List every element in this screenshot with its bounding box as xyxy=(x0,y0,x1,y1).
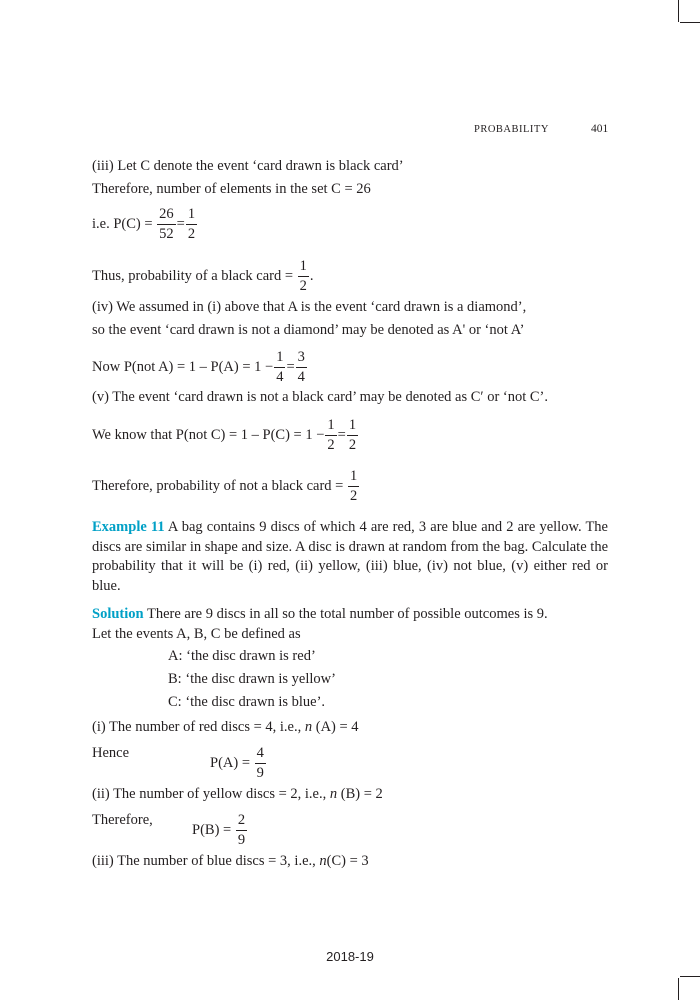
part-i-line: (i) The number of red discs = 4, i.e., n (A) = 4 xyxy=(92,719,359,735)
text-line-iv: (iv) We assumed in (i) above that A is the event ‘card drawn is a diamond’, xyxy=(92,299,527,315)
part-iii-line: (iii) The number of blue discs = 3, i.e., n(C) = 3 xyxy=(92,853,369,869)
text-line-iii: (iii) Let C denote the event ‘card drawn is black card’ xyxy=(92,158,404,174)
event-b: B: ‘the disc drawn is yellow’ xyxy=(168,671,336,687)
equation-pb: Therefore, P(B) = $\frac{2}{9}$ xyxy=(92,812,246,848)
event-c: C: ‘the disc drawn is blue’. xyxy=(168,694,326,710)
example-11-paragraph xyxy=(92,518,608,596)
fraction: $\frac{3}{4}$ xyxy=(297,349,305,385)
text-line-v: (v) The event ‘card drawn is not a black card’ may be denoted as C′ or ‘not C’. xyxy=(92,389,548,405)
equation-black-card: Thus, probability of a black card = $\frac{1}{2}$ . xyxy=(92,258,314,294)
crop-mark-bottom-vertical xyxy=(678,978,679,1000)
solution-label: Solution xyxy=(92,606,144,622)
equation-p-not-a: Now P(not A) = 1 – P(A) = 1 − $\frac{1}{4}$ = $\frac{3}{4}$ xyxy=(92,349,305,385)
fraction: $\frac{1}{2}$ xyxy=(349,468,358,504)
fraction: $\frac{1}{2}$ xyxy=(327,417,335,453)
page-number: 401 xyxy=(591,123,609,135)
example-label: Example 11 xyxy=(92,519,165,535)
equation-pa: Hence P(A) = $\frac{4}{9}$ xyxy=(92,745,264,781)
solution-line: Solution There are 9 discs in all so the total number of possible outcomes is 9. xyxy=(92,606,548,622)
fraction: $\frac{1}{4}$ xyxy=(276,349,284,385)
running-title: PROBABILITY xyxy=(474,124,549,135)
fraction: $\frac{1}{2}$ xyxy=(348,417,357,453)
equation-not-black-card: Therefore, probability of not a black card = $\frac{1}{2}$ xyxy=(92,468,358,504)
part-ii-line: (ii) The number of yellow discs = 2, i.e., n (B) = 2 xyxy=(92,786,383,802)
equation-p-not-c: We know that P(not C) = 1 – P(C) = 1 − $\frac{1}{2}$ = $\frac{1}{2}$ xyxy=(92,417,357,453)
fraction: $\frac{26}{52}$ xyxy=(159,206,174,242)
text-line-elements: Therefore, number of elements in the set C = 26 xyxy=(92,181,371,197)
example-text: A bag contains 9 discs of which 4 are red, 3 are blue and 2 are yellow. The discs are similar in shape and size. A disc is drawn at random from the bag. Calculate the probability that it will be (i) red, (ii) yellow, (iii) blue, (iv) not blue, (v) either red or blue. xyxy=(92,519,608,594)
crop-mark-top-horizontal xyxy=(680,22,700,23)
event-a: A: ‘the disc drawn is red’ xyxy=(168,648,316,664)
fraction: $\frac{1}{2}$ xyxy=(187,206,196,242)
crop-mark-top-vertical xyxy=(678,0,679,22)
equation-pc: i.e. P(C) = $\frac{26}{52}$ = $\frac{1}{2}$ xyxy=(92,206,196,242)
crop-mark-bottom-horizontal xyxy=(680,976,700,977)
fraction: $\frac{2}{9}$ xyxy=(237,812,246,848)
fraction: $\frac{4}{9}$ xyxy=(256,745,264,781)
footer-year: 2018-19 xyxy=(326,949,374,964)
equation-label: i.e. P(C) = xyxy=(92,215,153,232)
fraction: $\frac{1}{2}$ xyxy=(299,258,307,294)
solution-events-intro: Let the events A, B, C be defined as xyxy=(92,626,301,642)
text-line-not-diamond: so the event ‘card drawn is not a diamond’ may be denoted as A' or ‘not A’ xyxy=(92,322,525,338)
